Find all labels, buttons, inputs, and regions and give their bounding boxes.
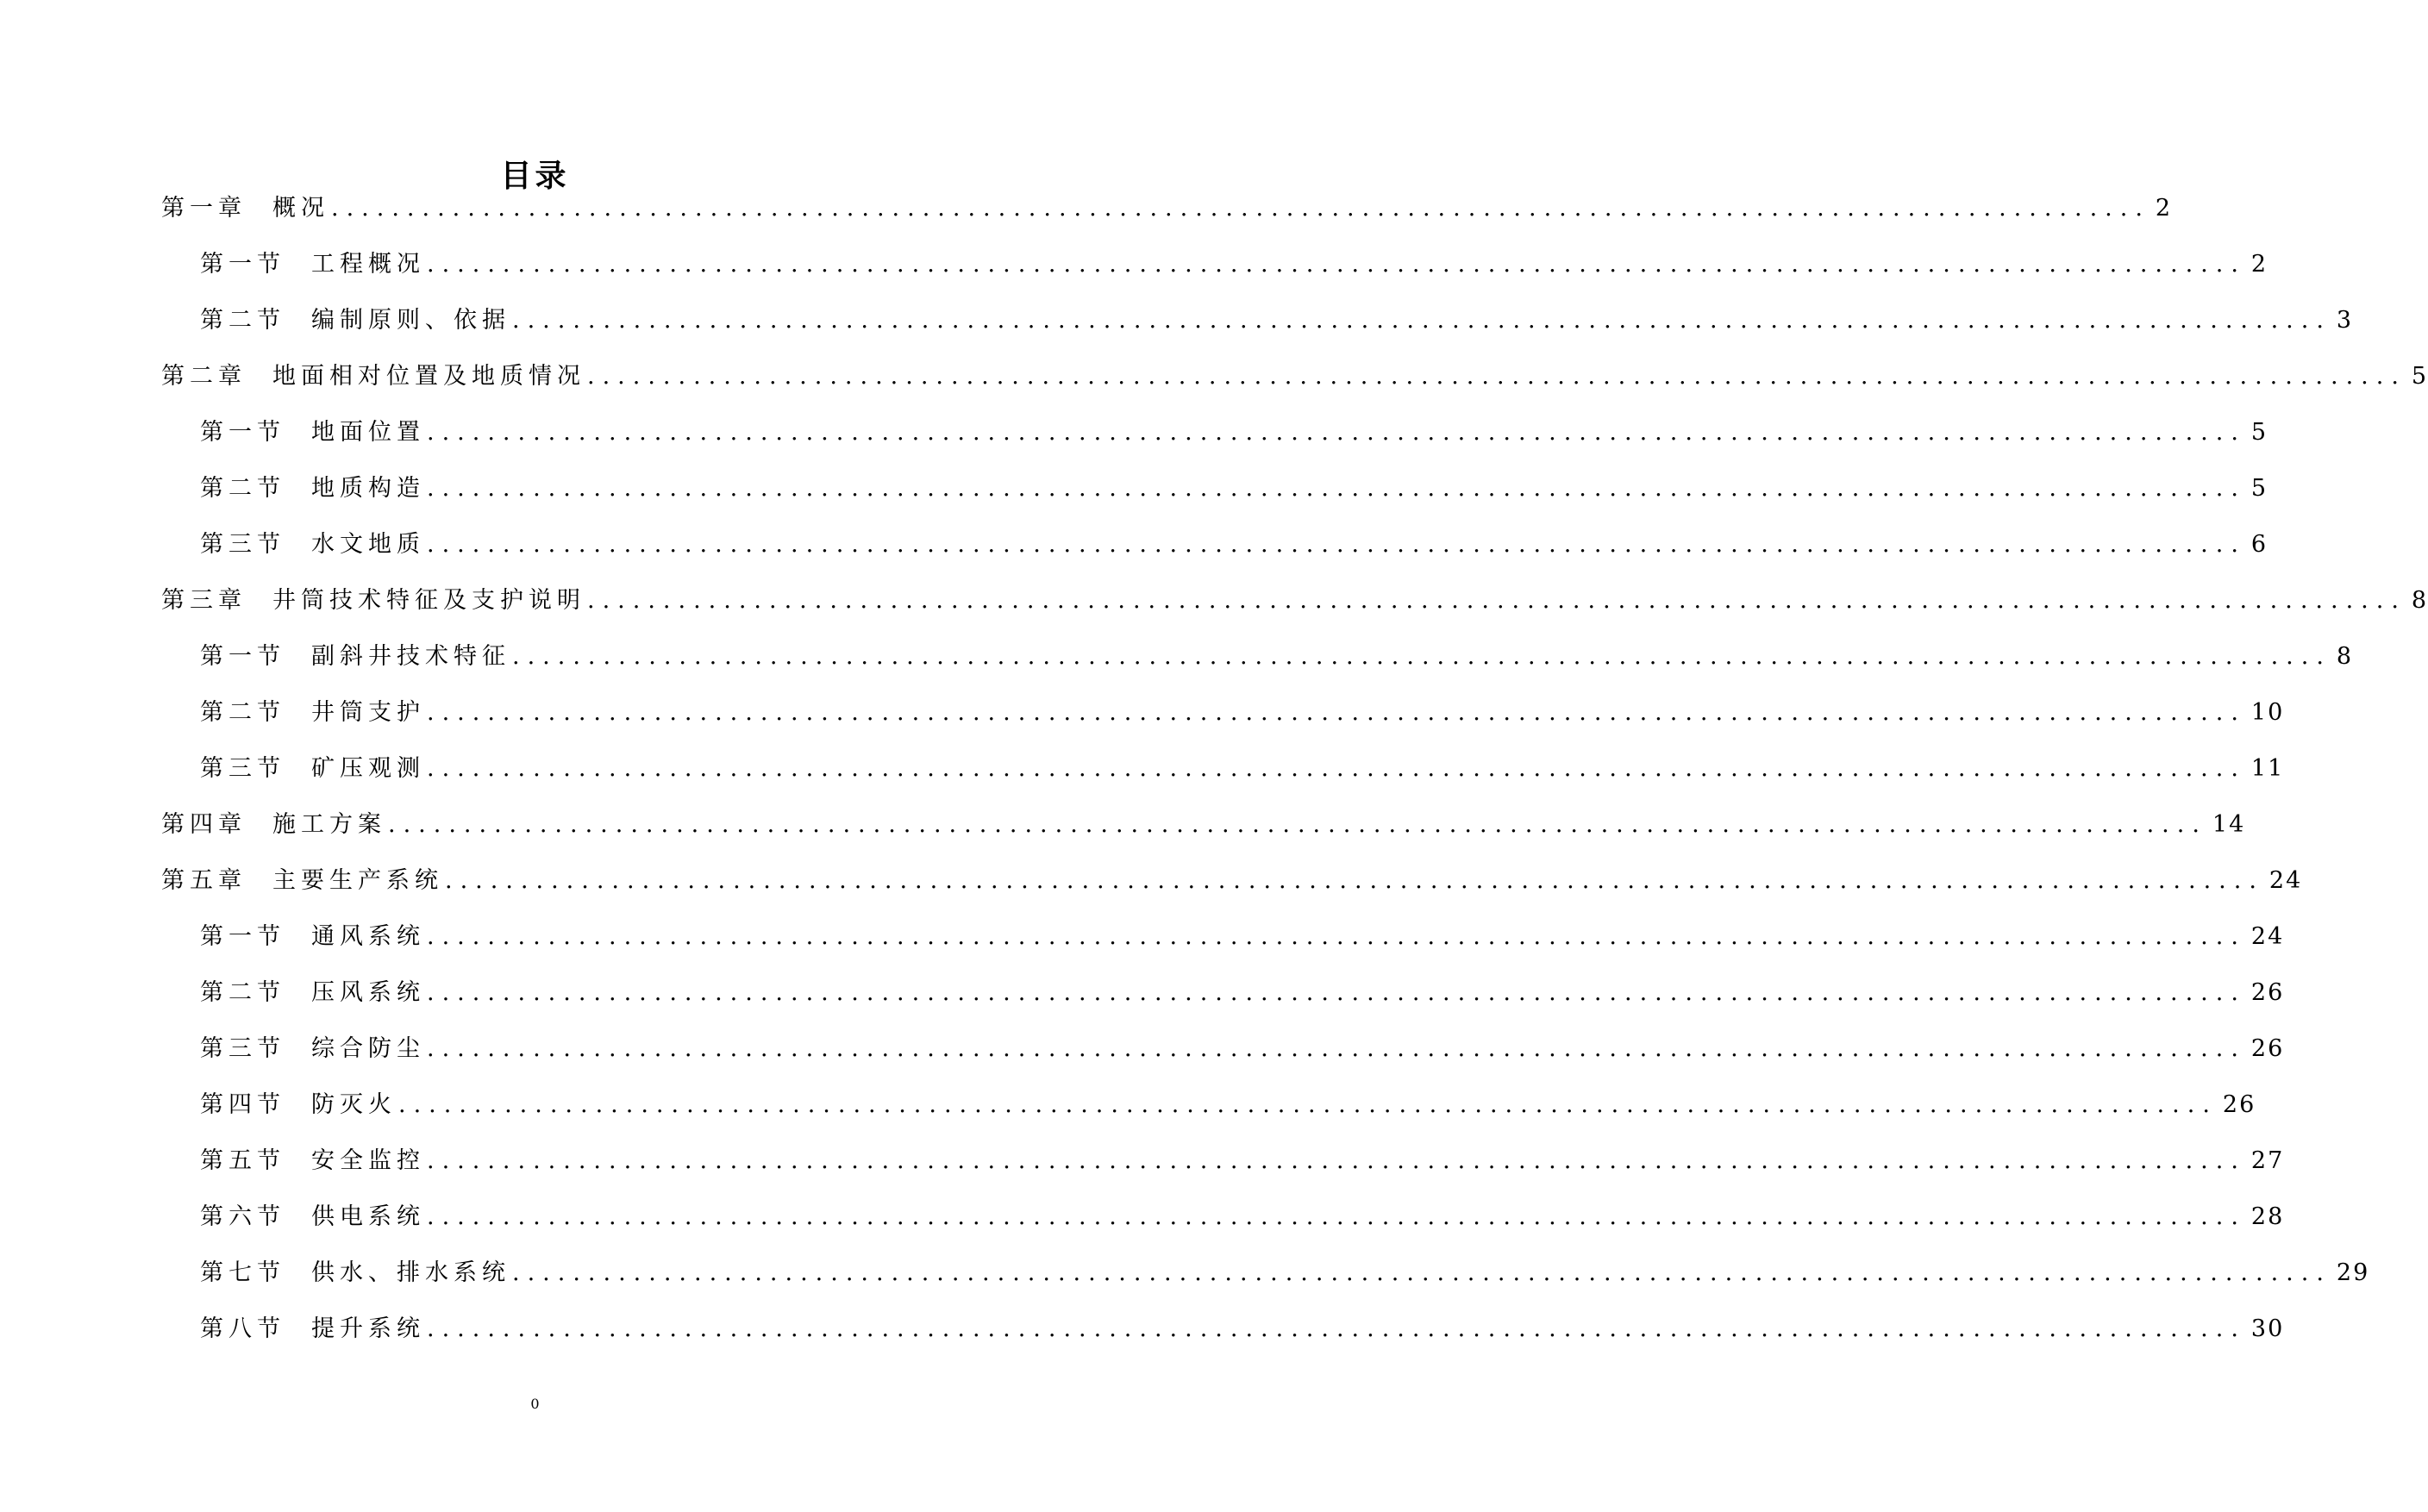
toc-entry-number: 第五节 [200,1147,285,1174]
toc-entry-page-number: 2 [2250,251,2268,278]
toc-section-entry[interactable] [0,529,2268,585]
toc-dot-leader: ........................................................................................................................ [445,867,2264,894]
toc-entry-number: 第三节 [200,1035,285,1062]
toc-entry-number: 第一节 [200,923,285,950]
toc-entry-number: 第四章 [161,811,247,838]
toc-section-entry[interactable] [0,1034,2285,1090]
toc-entry-title: 地面位置 [311,419,425,446]
toc-entry-number: 第八节 [200,1315,285,1342]
toc-entry-title: 通风系统 [311,923,425,950]
toc-section-entry[interactable] [0,473,2268,529]
toc-section-entry[interactable] [0,1314,2285,1370]
toc-dot-leader: ........................................................................................................................ [512,1259,2331,1286]
toc-entry-title: 水文地质 [311,531,425,558]
toc-dot-leader: ........................................................................................................................ [427,1315,2246,1342]
toc-section-entry[interactable] [0,417,2268,473]
toc-entry-page-number: 5 [2411,363,2428,390]
toc-dot-leader: ........................................................................................................................ [398,1091,2218,1118]
toc-entry-number: 第二章 [161,363,247,390]
toc-entry-number: 第二节 [200,307,285,334]
toc-entry-title: 副斜井技术特征 [311,643,510,670]
toc-entry-page-number: 24 [2250,923,2285,950]
toc-section-entry[interactable] [0,641,2354,697]
toc-section-entry[interactable] [0,753,2285,809]
toc-section-entry[interactable] [0,697,2285,753]
page-title: 目录 [500,158,570,195]
toc-entry-title: 编制原则、依据 [311,307,510,334]
toc-entry-number: 第一节 [200,643,285,670]
toc-section-entry[interactable] [0,305,2354,361]
toc-entry-page-number: 6 [2250,531,2268,558]
toc-chapter-entry[interactable] [0,361,2428,417]
toc-entry-title: 工程概况 [311,251,425,278]
toc-dot-leader: ........................................................................................................................ [388,811,2207,838]
toc-entry-page-number: 27 [2250,1147,2285,1174]
toc-entry-page-number: 24 [2268,867,2303,894]
toc-entry-title: 概况 [272,195,329,222]
toc-entry-number: 第一章 [161,195,247,222]
toc-dot-leader: ........................................................................................................................ [512,643,2331,670]
toc-entry-title: 主要生产系统 [272,867,443,894]
toc-entry-page-number: 5 [2250,475,2268,502]
toc-dot-leader: ........................................................................................................................ [331,195,2150,222]
toc-chapter-entry[interactable] [0,865,2303,922]
toc-entry-number: 第五章 [161,867,247,894]
toc-entry-page-number: 30 [2250,1315,2285,1342]
toc-section-entry[interactable] [0,1258,2370,1314]
toc-entry-title: 提升系统 [311,1315,425,1342]
toc-dot-leader: ........................................................................................................................ [427,419,2246,446]
toc-dot-leader: ........................................................................................................................ [427,699,2246,726]
toc-dot-leader: ........................................................................................................................ [427,979,2246,1006]
toc-entry-page-number: 14 [2212,811,2246,838]
toc-entry-title: 矿压观测 [311,755,425,782]
toc-entry-number: 第三节 [200,755,285,782]
toc-entry-page-number: 28 [2250,1203,2285,1230]
toc-entry-title: 安全监控 [311,1147,425,1174]
toc-entry-number: 第二节 [200,699,285,726]
toc-section-entry[interactable] [0,1146,2285,1202]
toc-entry-title: 供电系统 [311,1203,425,1230]
toc-section-entry[interactable] [0,1090,2256,1146]
toc-dot-leader: ........................................................................................................................ [427,1035,2246,1062]
toc-entry-page-number: 2 [2155,195,2173,222]
toc-dot-leader: ........................................................................................................................ [512,307,2331,334]
toc-entry-title: 地质构造 [311,475,425,502]
toc-section-entry[interactable] [0,978,2285,1034]
toc-dot-leader: ........................................................................................................................ [587,363,2406,390]
toc-entry-title: 压风系统 [311,979,425,1006]
toc-section-entry[interactable] [0,249,2268,305]
toc-entry-title: 井筒支护 [311,699,425,726]
toc-dot-leader: ........................................................................................................................ [427,251,2246,278]
toc-entry-page-number: 11 [2250,755,2285,782]
toc-entry-page-number: 26 [2222,1091,2256,1118]
toc-entry-number: 第三节 [200,531,285,558]
toc-entry-page-number: 29 [2336,1259,2370,1286]
toc-entry-number: 第二节 [200,475,285,502]
toc-dot-leader: ........................................................................................................................ [427,531,2246,558]
toc-chapter-entry[interactable] [0,193,2173,249]
toc-dot-leader: ........................................................................................................................ [427,923,2246,950]
toc-entry-number: 第一节 [200,251,285,278]
toc-entry-title: 井筒技术特征及支护说明 [272,587,585,614]
toc-entry-title: 施工方案 [272,811,386,838]
toc-entry-number: 第二节 [200,979,285,1006]
toc-entry-page-number: 8 [2336,643,2354,670]
toc-entry-number: 第四节 [200,1091,285,1118]
page-number: 0 [530,1396,540,1412]
toc-entry-page-number: 3 [2336,307,2354,334]
toc-entry-number: 第一节 [200,419,285,446]
toc-entry-number: 第六节 [200,1203,285,1230]
toc-entry-number: 第三章 [161,587,247,614]
toc-entry-title: 地面相对位置及地质情况 [272,363,585,390]
table-of-contents [0,193,2428,1370]
toc-entry-title: 防灭火 [311,1091,397,1118]
toc-entry-title: 供水、排水系统 [311,1259,510,1286]
toc-section-entry[interactable] [0,1202,2285,1258]
toc-section-entry[interactable] [0,922,2285,978]
toc-entry-page-number: 5 [2250,419,2268,446]
toc-dot-leader: ........................................................................................................................ [427,1147,2246,1174]
toc-chapter-entry[interactable] [0,585,2428,641]
toc-entry-number: 第七节 [200,1259,285,1286]
toc-entry-title: 综合防尘 [311,1035,425,1062]
toc-entry-page-number: 10 [2250,699,2285,726]
toc-chapter-entry[interactable] [0,809,2246,865]
toc-entry-page-number: 26 [2250,1035,2285,1062]
toc-entry-page-number: 8 [2411,587,2428,614]
toc-dot-leader: ........................................................................................................................ [427,755,2246,782]
toc-dot-leader: ........................................................................................................................ [587,587,2406,614]
toc-dot-leader: ........................................................................................................................ [427,1203,2246,1230]
toc-dot-leader: ........................................................................................................................ [427,475,2246,502]
toc-entry-page-number: 26 [2250,979,2285,1006]
